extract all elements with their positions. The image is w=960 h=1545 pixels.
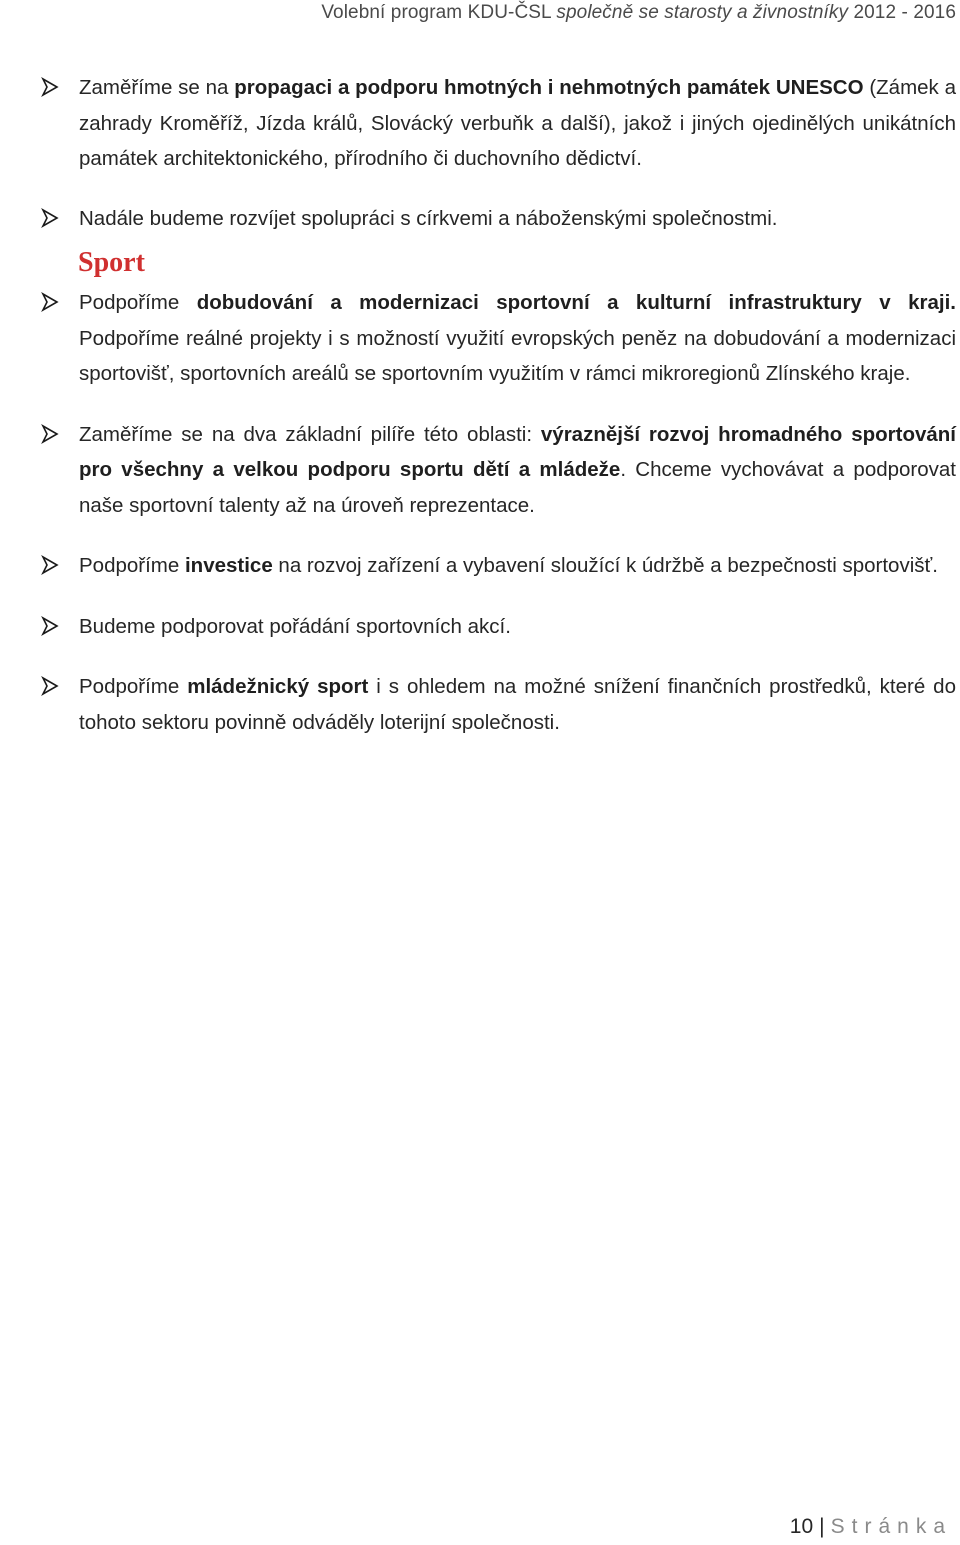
footer-separator: | <box>819 1515 825 1538</box>
bullet-list-culture <box>40 70 956 236</box>
item-text-bold: investice <box>184 554 273 577</box>
item-text: i s ohledem na možné snížení finančních prostředků, které do tohoto sektoru povinně odváděly loterijní společnosti. <box>79 675 956 734</box>
item-text: Budeme podporovat pořádání sportovních akcí. <box>79 614 511 638</box>
list-item <box>40 609 956 645</box>
item-text-bold: mládežnický sport <box>187 675 369 698</box>
list-item <box>40 201 956 237</box>
arrowhead-bullet-icon <box>40 676 60 696</box>
arrowhead-bullet-icon <box>40 208 60 228</box>
bullet-list-sport <box>40 285 956 740</box>
item-text-bold: výraznější rozvoj hromadného sportování pro všechny a velkou podporu sportu dětí a mládeže <box>79 422 957 481</box>
running-header <box>321 2 956 24</box>
list-item <box>40 669 956 740</box>
item-text: Zaměříme se na <box>79 76 235 99</box>
item-text-bold: propagaci a podporu hmotných i nehmotných památek UNESCO <box>234 76 864 99</box>
item-text: . Chceme vychovávat a podporovat naše sportovní talenty až na úroveň reprezentace. <box>79 458 956 517</box>
item-text: Podpoříme reálné projekty i s možností využití evropských peněz na dobudování a modernizaci sportovišť, sportovních areálů se sportovním využitím v rámci mikroregionů Zlínského kraje. <box>79 326 956 385</box>
section-title-sport: Sport <box>78 247 145 278</box>
item-text: (Zámek a zahrady Kroměříž, Jízda králů, Slovácký verbuňk a další), jakož i jiných ojedinělých unikátních památek architektonického, přírodního či duchovního dědictví. <box>79 76 956 170</box>
page-number: 10 <box>789 1515 814 1538</box>
item-text: Podpoříme <box>79 554 185 577</box>
page-footer <box>790 1515 952 1539</box>
page-content <box>40 70 956 740</box>
list-item <box>40 417 956 524</box>
header-years: 2012 - 2016 <box>848 2 956 23</box>
list-item <box>40 548 956 584</box>
header-italic: společně se starosty a živnostníky <box>556 2 849 23</box>
item-text-bold: dobudování a modernizaci sportovní a kulturní infrastruktury v kraji. <box>196 291 956 314</box>
item-text: Nadále budeme rozvíjet spolupráci s církvemi a náboženskými společnostmi. <box>79 206 778 230</box>
arrowhead-bullet-icon <box>40 292 60 312</box>
arrowhead-bullet-icon <box>40 616 60 636</box>
item-text: Podpoříme <box>79 675 188 698</box>
arrowhead-bullet-icon <box>40 77 60 97</box>
footer-page-word: Stránka <box>830 1515 952 1538</box>
list-item <box>40 70 956 177</box>
list-item <box>40 285 956 392</box>
arrowhead-bullet-icon <box>40 424 60 444</box>
header-prefix: Volební program KDU-ČSL <box>321 2 557 23</box>
item-text: na rozvoj zařízení a vybavení sloužící k údržbě a bezpečnosti sportovišť. <box>272 554 938 577</box>
item-text: Zaměříme se na dva základní pilíře této oblasti: <box>79 422 541 446</box>
item-text: Podpoříme <box>79 291 197 314</box>
arrowhead-bullet-icon <box>40 555 60 575</box>
